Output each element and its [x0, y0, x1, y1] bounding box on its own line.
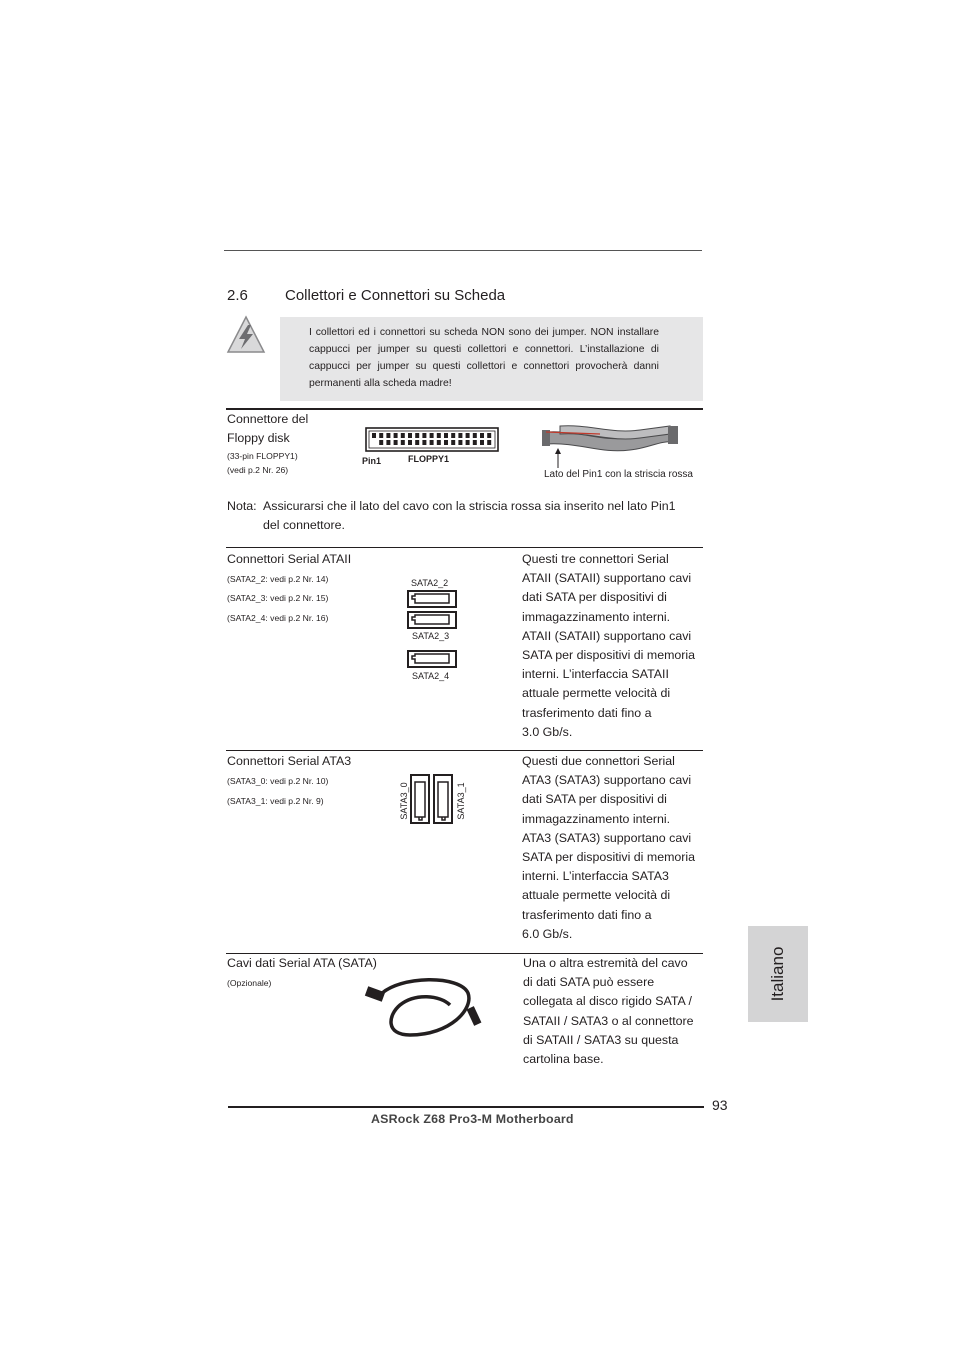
sata2-desc-line: immagazzinamento interni. [522, 609, 671, 624]
floppy-pin [430, 433, 434, 438]
footer-rule [228, 1106, 704, 1108]
floppy-header-label: FLOPPY1 [408, 454, 450, 464]
sata2-desc-line: attuale permette velocità di [522, 686, 671, 701]
sata3-desc-line: Questi due connettori Serial [522, 754, 675, 768]
language-tab-label: Italiano [768, 946, 787, 1002]
sata2-title: Connettori Serial ATAII [227, 552, 352, 566]
floppy-pin [480, 440, 484, 445]
sata3-desc-line: dati SATA per dispositivi di [522, 792, 667, 807]
nota-label: Nota: [227, 499, 257, 513]
sata2-3-port [407, 611, 457, 629]
floppy-pin [422, 440, 426, 445]
sata2-desc-line: dati SATA per dispositivi di [522, 590, 667, 605]
floppy-pin [401, 440, 405, 445]
nota [227, 497, 697, 535]
floppy-pin [394, 433, 398, 438]
cable-title: Cavi dati Serial ATA (SATA) [227, 956, 377, 970]
floppy-pin [386, 440, 390, 445]
sata3-1-label-box [454, 778, 468, 824]
floppy-pin [386, 433, 390, 438]
sata2-4-label: SATA2_4 [412, 671, 450, 681]
sata2-4-port [407, 650, 457, 668]
section-heading [227, 287, 505, 304]
cable-desc-line: Una o altra estremità del cavo [523, 956, 688, 970]
section-title: Collettori e Connettori su Scheda [285, 287, 506, 304]
floppy-cable-image [540, 420, 680, 470]
sata2-2-label: SATA2_2 [411, 578, 449, 588]
top-rule [224, 250, 702, 251]
warning-icon [226, 315, 266, 355]
sata2-rule [226, 547, 703, 548]
notice-text: I collettori ed i connettori su scheda NON sono dei jumper. NON installare cappucci per jumper su questi collettori e connettori. L’installazione di cappucci per jumper su questi collettori e connettori provocherà danni permanenti alla scheda madre! [309, 327, 659, 389]
sata3-desc-line: SATA per dispositivi di memoria [522, 850, 696, 865]
floppy-pin [458, 433, 462, 438]
floppy-sub2: (vedi p.2 Nr. 26) [227, 465, 289, 475]
sata2-3-label: SATA2_3 [412, 631, 450, 641]
floppy-pin [444, 433, 448, 438]
cable-desc-line: cartolina base. [523, 1052, 604, 1067]
section-number: 2.6 [227, 287, 248, 304]
sata2-ref-2: (SATA2_3: vedi p.2 Nr. 15) [227, 593, 329, 603]
sata3-0-label-box [397, 778, 411, 824]
sata2-desc-line: ATAII (SATAII) supportano cavi [522, 571, 692, 586]
sata2-desc-line: trasferimento dati fino a [522, 705, 652, 720]
language-tab [748, 926, 808, 1022]
sata2-ref-1: (SATA2_2: vedi p.2 Nr. 14) [227, 574, 329, 584]
floppy-pin [408, 440, 412, 445]
sata2-desc-line: interni. L’interfaccia SATAII [522, 667, 669, 682]
floppy-title-line1: Connettore del [227, 412, 309, 426]
sata3-title: Connettori Serial ATA3 [227, 754, 352, 768]
floppy-header-diagram [365, 427, 500, 453]
sata3-desc-line: ATA3 (SATA3) supportano cavi [522, 773, 692, 788]
sata3-desc-line: attuale permette velocità di [522, 888, 671, 903]
floppy-pin [466, 433, 470, 438]
sata3-1-port [433, 774, 453, 824]
cable-sub: (Opzionale) [227, 978, 272, 988]
sata3-0-port [410, 774, 430, 824]
floppy-pin [415, 440, 419, 445]
floppy-sub1: (33-pin FLOPPY1) [227, 451, 298, 461]
floppy-title-line2: Floppy disk [227, 431, 290, 445]
cable-desc-line: di dati SATA può essere [523, 975, 655, 990]
floppy-pin1-label: Pin1 [362, 456, 382, 466]
sata2-ref-3: (SATA2_4: vedi p.2 Nr. 16) [227, 613, 329, 623]
sata3-1-label: SATA3_1 [456, 782, 466, 820]
sata2-desc-line: Questi tre connettori Serial [522, 552, 669, 566]
floppy-pin [473, 440, 477, 445]
sata2-2-port [407, 590, 457, 608]
floppy-pin [408, 433, 412, 438]
floppy-pin [473, 433, 477, 438]
sata2-desc-line: 3.0 Gb/s. [522, 724, 573, 739]
floppy-pin [451, 433, 455, 438]
floppy-pin [466, 440, 470, 445]
sata3-0-label: SATA3_0 [399, 782, 409, 820]
sata3-desc-line: immagazzinamento interni. [522, 811, 671, 826]
nota-line2: del connettore. [263, 518, 345, 532]
floppy-pin [487, 440, 491, 445]
floppy-pin [379, 433, 383, 438]
cable-desc-line: collegata al disco rigido SATA / [523, 994, 692, 1009]
sata3-rule [226, 750, 703, 751]
footer-text: ASRock Z68 Pro3-M Motherboard [371, 1112, 574, 1126]
floppy-pin [437, 440, 441, 445]
floppy-pin [487, 433, 491, 438]
floppy-pin [394, 440, 398, 445]
floppy-pin [437, 433, 441, 438]
sata3-desc-line: 6.0 Gb/s. [522, 926, 573, 941]
floppy-pin [444, 440, 448, 445]
floppy-cable-caption: Lato del Pin1 con la striscia rossa [544, 469, 693, 480]
sata-cable-image [360, 975, 490, 1040]
sata3-desc-line: ATA3 (SATA3) supportano cavi [522, 830, 692, 845]
floppy-pin [415, 433, 419, 438]
cable-desc-line: di SATAII / SATA3 su questa [523, 1032, 679, 1047]
floppy-pin [422, 433, 426, 438]
cable-description [523, 954, 708, 1069]
floppy-pin [480, 433, 484, 438]
floppy-pin [451, 440, 455, 445]
floppy-pin [458, 440, 462, 445]
page-number: 93 [712, 1097, 728, 1113]
floppy-pin [379, 440, 383, 445]
floppy-pin [430, 440, 434, 445]
sata3-desc-line: interni. L’interfaccia SATA3 [522, 869, 669, 884]
sata3-desc-line: trasferimento dati fino a [522, 907, 652, 922]
sata3-ref-2: (SATA3_1: vedi p.2 Nr. 9) [227, 796, 324, 806]
sata3-description [522, 752, 707, 944]
sata2-desc-line: SATA per dispositivi di memoria [522, 648, 696, 663]
sata3-ref-1: (SATA3_0: vedi p.2 Nr. 10) [227, 776, 329, 786]
cable-desc-line: SATAII / SATA3 o al connettore [523, 1013, 694, 1028]
sata2-description [522, 550, 707, 742]
floppy-pin [372, 433, 376, 438]
floppy-pin [401, 433, 405, 438]
sata2-desc-line: ATAII (SATAII) supportano cavi [522, 628, 692, 643]
nota-line1: Assicurarsi che il lato del cavo con la striscia rossa sia inserito nel lato Pin1 [263, 499, 676, 513]
